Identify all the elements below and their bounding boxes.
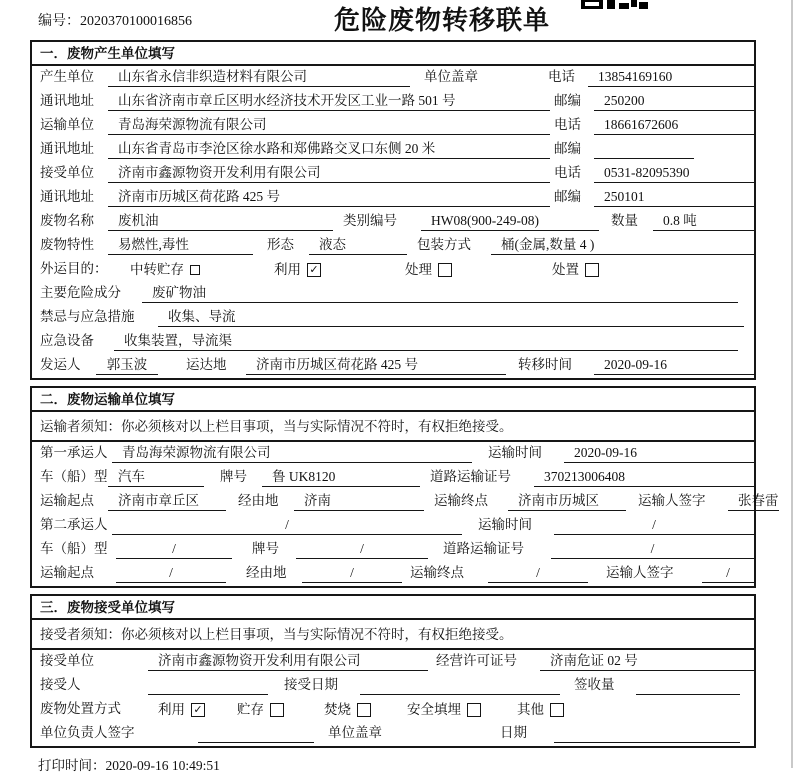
- form-row: [32, 330, 754, 354]
- checkbox-option: [324, 702, 371, 717]
- field-value: 济南市鑫源物资开发利用有限公司: [108, 164, 550, 183]
- field-label: 邮编: [554, 141, 581, 156]
- field-value: 济南市历城区荷花路 425 号: [108, 188, 550, 207]
- form-row: [32, 490, 779, 514]
- field-label: 单位盖章: [328, 725, 382, 740]
- checkbox-option: [517, 702, 564, 717]
- field-label: 运输终点: [434, 493, 488, 508]
- section-header: 二．废物运输单位填写: [32, 388, 754, 412]
- field-label: 第二承运人: [40, 517, 108, 532]
- field-value: 山东省济南市章丘区明水经济技术开发区工业一路 501 号: [108, 92, 550, 111]
- field-value: [148, 676, 268, 695]
- field-label: 电话: [554, 165, 581, 180]
- section-notice: 接受者须知：你必须核对以上栏目事项，当与实际情况不符时，有权拒绝接受。: [32, 620, 754, 650]
- checkbox-label: 处理: [405, 262, 432, 277]
- checkbox-label: 安全填埋: [407, 702, 461, 717]
- checkbox-unchecked-icon: [190, 265, 200, 275]
- checkbox-unchecked-icon: [357, 703, 371, 717]
- checkbox-label: 利用: [158, 702, 185, 717]
- field-label: 废物特性: [40, 237, 94, 252]
- field-value: 济南危证 02 号: [540, 652, 754, 671]
- checkbox-option: [552, 262, 599, 277]
- field-label: 运输时间: [478, 517, 532, 532]
- section-producer: [30, 40, 756, 380]
- field-value: 易燃性,毒性: [108, 236, 253, 255]
- form-row: [32, 354, 754, 378]
- field-value: /: [488, 564, 588, 583]
- form-row: [32, 650, 754, 674]
- field-label: 产生单位: [40, 69, 94, 84]
- field-label: 车（船）型: [40, 469, 108, 484]
- print-time: [38, 754, 796, 774]
- field-label: 第一承运人: [40, 445, 108, 460]
- field-label: 通讯地址: [40, 93, 94, 108]
- field-label: 单位负责人签字: [40, 725, 135, 740]
- field-value: 济南市鑫源物资开发利用有限公司: [148, 652, 428, 671]
- field-label: 接受单位: [40, 653, 94, 668]
- field-label: 车（船）型: [40, 541, 108, 556]
- field-value: 18661672606: [594, 116, 754, 135]
- print-time-value: 2020-09-16 10:49:51: [105, 758, 220, 773]
- form-row: [32, 234, 754, 258]
- page-header: [0, 0, 796, 40]
- section-header: 三．废物接受单位填写: [32, 596, 754, 620]
- form-row: [32, 90, 754, 114]
- field-label: 通讯地址: [40, 141, 94, 156]
- field-label: 电话: [554, 117, 581, 132]
- field-value: [636, 676, 740, 695]
- field-value: 桶(金属,数量 4 ): [491, 236, 754, 255]
- checkbox-option: [237, 702, 284, 717]
- checkbox-label: 利用: [274, 262, 301, 277]
- field-value: [360, 676, 560, 695]
- field-value: /: [554, 516, 754, 535]
- field-label: 接受单位: [40, 165, 94, 180]
- field-value: [554, 724, 740, 743]
- field-value: 收集装置，导流渠: [114, 332, 738, 351]
- checkbox-label: 中转贮存: [130, 262, 184, 277]
- field-value: /: [112, 516, 462, 535]
- field-label: 运输起点: [40, 565, 94, 580]
- field-value: 济南市章丘区: [108, 492, 226, 511]
- field-label: 接受日期: [284, 677, 338, 692]
- checkbox-unchecked-icon: [438, 263, 452, 277]
- field-label: 电话: [548, 69, 575, 84]
- field-label: 道路运输证号: [443, 541, 524, 556]
- form-row: [32, 66, 754, 90]
- checkbox-option: [407, 702, 481, 717]
- form-row: [32, 210, 754, 234]
- form-row: [32, 442, 754, 466]
- field-label: 禁忌与应急措施: [40, 309, 135, 324]
- field-value: 2020-09-16: [564, 444, 754, 463]
- checkbox-option: [405, 262, 452, 277]
- field-label: 运输时间: [488, 445, 542, 460]
- scan-edge-line: [791, 0, 793, 768]
- field-label: 运输终点: [410, 565, 464, 580]
- field-label: 邮编: [554, 93, 581, 108]
- form-row: [32, 258, 754, 282]
- checkbox-checked-icon: ✓: [191, 703, 205, 717]
- field-value: 汽车: [108, 468, 204, 487]
- field-label: 外运目的：: [40, 261, 108, 276]
- field-label: 通讯地址: [40, 189, 94, 204]
- form-row: [32, 186, 754, 210]
- field-value: [594, 140, 694, 159]
- section-header: 一．废物产生单位填写: [32, 42, 754, 66]
- checkbox-checked-icon: ✓: [307, 263, 321, 277]
- serial-value: 2020370100016856: [80, 14, 192, 29]
- field-value: 250101: [594, 188, 754, 207]
- field-value: 山东省永信非织造材料有限公司: [108, 68, 410, 87]
- field-value: [198, 724, 314, 743]
- field-value: 济南: [294, 492, 424, 511]
- section-notice: 运输者须知：你必须核对以上栏目事项，当与实际情况不符时，有权拒绝接受。: [32, 412, 754, 442]
- field-label: 转移时间: [518, 357, 572, 372]
- field-label: 邮编: [554, 189, 581, 204]
- field-value: /: [302, 564, 402, 583]
- field-label: 经营许可证号: [436, 653, 517, 668]
- field-value: 鲁 UK8120: [262, 468, 420, 487]
- form-row: [32, 514, 754, 538]
- field-value: 张春雷: [728, 492, 779, 511]
- field-label: 单位盖章: [424, 69, 478, 84]
- field-value: 收集、导流: [158, 308, 744, 327]
- field-label: 运输单位: [40, 117, 94, 132]
- field-label: 应急设备: [40, 333, 94, 348]
- form-row: [32, 114, 754, 138]
- field-label: 主要危险成分: [40, 285, 121, 300]
- field-value: 废矿物油: [142, 284, 738, 303]
- print-time-label: 打印时间：: [38, 758, 106, 773]
- form-row: [32, 698, 754, 722]
- field-label: 类别编号: [343, 213, 397, 228]
- page-title: 危险废物转移联单: [334, 5, 551, 35]
- field-label: 道路运输证号: [430, 469, 511, 484]
- checkbox-unchecked-icon: [585, 263, 599, 277]
- field-label: 运达地: [186, 357, 227, 372]
- field-value: 济南市历城区荷花路 425 号: [246, 356, 506, 375]
- form-row: [32, 466, 754, 490]
- field-value: 0531-82095390: [594, 164, 754, 183]
- form-sections: [0, 40, 796, 748]
- form-row: [32, 538, 754, 562]
- field-label: 废物名称: [40, 213, 94, 228]
- field-value: 青岛海荣源物流有限公司: [112, 444, 472, 463]
- field-value: 13854169160: [588, 68, 754, 87]
- form-row: [32, 306, 754, 330]
- checkbox-label: 其他: [517, 702, 544, 717]
- field-label: 发运人: [40, 357, 81, 372]
- field-label: 运输起点: [40, 493, 94, 508]
- field-label: 经由地: [246, 565, 287, 580]
- field-value: 山东省青岛市李沧区徐水路和郑佛路交叉口东侧 20 米: [108, 140, 550, 159]
- field-value: 0.8 吨: [653, 212, 754, 231]
- field-value: 废机油: [108, 212, 333, 231]
- field-label: 运输人签字: [606, 565, 674, 580]
- qr-code-fragment: [581, 0, 651, 10]
- field-label: 签收量: [574, 677, 615, 692]
- field-value: 250200: [594, 92, 754, 111]
- checkbox-unchecked-icon: [550, 703, 564, 717]
- serial-label: 编号：: [38, 14, 80, 29]
- checkbox-option: [274, 262, 321, 277]
- field-value: 液态: [309, 236, 407, 255]
- form-row: [32, 562, 754, 586]
- checkbox-label: 贮存: [237, 702, 264, 717]
- form-row: [32, 162, 754, 186]
- checkbox-unchecked-icon: [467, 703, 481, 717]
- field-value: 370213006408: [534, 468, 754, 487]
- checkbox-label: 焚烧: [324, 702, 351, 717]
- checkbox-option: [158, 702, 205, 717]
- checkbox-label: 处置: [552, 262, 579, 277]
- field-value: 青岛海荣源物流有限公司: [108, 116, 550, 135]
- section-receiver: [30, 594, 756, 748]
- field-label: 废物处置方式: [40, 701, 121, 716]
- field-value: /: [551, 540, 754, 559]
- serial-number: [38, 10, 192, 30]
- field-label: 牌号: [252, 541, 279, 556]
- field-label: 数量: [611, 213, 638, 228]
- section-transporter: [30, 386, 779, 588]
- form-row: [32, 282, 754, 306]
- field-label: 接受人: [40, 677, 81, 692]
- field-label: 日期: [500, 725, 527, 740]
- field-label: 形态: [267, 237, 294, 252]
- field-value: /: [116, 540, 232, 559]
- field-value: 郭玉波: [96, 356, 158, 375]
- field-label: 经由地: [238, 493, 279, 508]
- field-label: 牌号: [220, 469, 247, 484]
- form-row: [32, 674, 754, 698]
- checkbox-option: [130, 262, 200, 277]
- form-row: [32, 722, 754, 746]
- field-label: 包装方式: [417, 237, 471, 252]
- field-value: /: [116, 564, 226, 583]
- field-label: 运输人签字: [638, 493, 706, 508]
- field-value: HW08(900-249-08): [421, 212, 599, 231]
- field-value: /: [296, 540, 428, 559]
- field-value: /: [702, 564, 754, 583]
- checkbox-unchecked-icon: [270, 703, 284, 717]
- form-row: [32, 138, 754, 162]
- field-value: 济南市历城区: [508, 492, 626, 511]
- field-value: 2020-09-16: [594, 356, 754, 375]
